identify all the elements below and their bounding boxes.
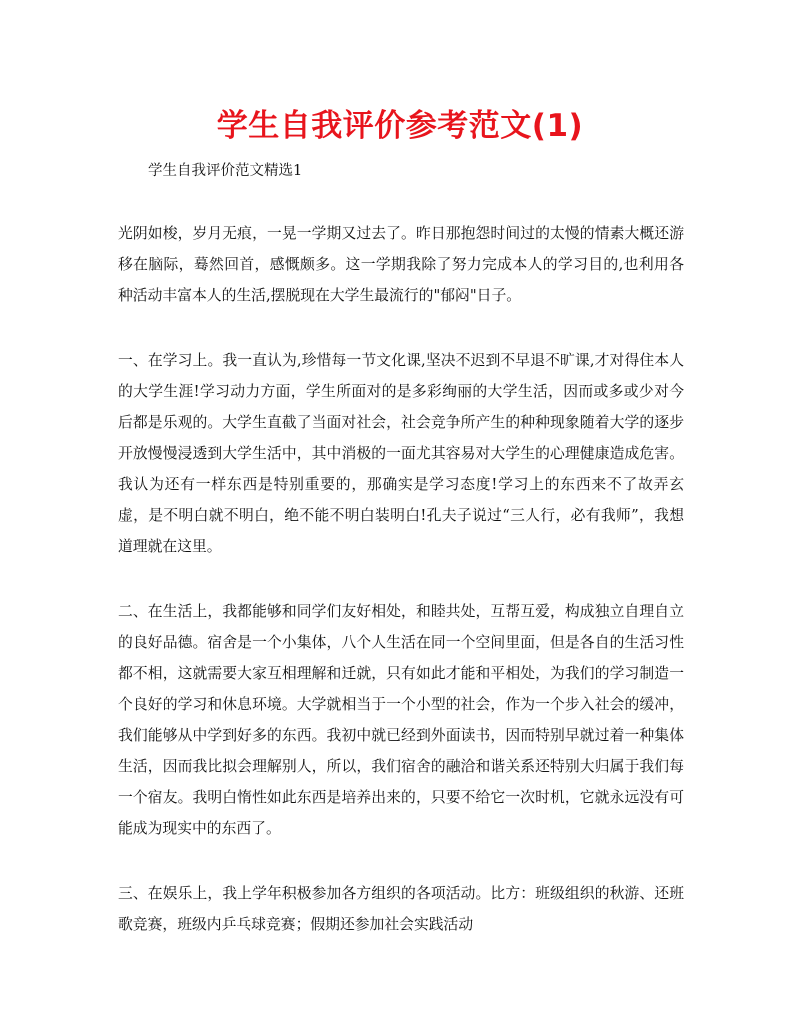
document-subtitle: 学生自我评价范文精选1 (148, 163, 303, 179)
document-title: 学生自我评价参考范文(1) (216, 108, 584, 144)
paragraph-intro: 光阴如梭，岁月无痕，一晃一学期又过去了。昨日那抱怨时间过的太慢的情素大概还游移在脑际，蓦然回首，感慨颇多。这一学期我除了努力完成本人的学习目的,也利用各种活动丰富本人的生活,摆脱现在大学生最流行的"郁闷"日子。 (118, 225, 684, 304)
paragraph-life: 二、在生活上，我都能够和同学们友好相处，和睦共处，互帮互爱，构成独立自理自立的良好品德。宿舍是一个小集体，八个人生活在同一个空间里面，但是各自的生活习性都不相，这就需要大家互相理解和迁就，只有如此才能和平相处，为我们的学习制造一个良好的学习和休息环境。大学就相当于一个小型的社会，作为一个步入社会的缓冲，我们能够从中学到好多的东西。我初中就已经到外面读书，因而特别早就过着一种集体生活，因而我比拟会理解别人，所以，我们宿舍的融洽和谐关系还特别大归属于我们每一个宿友。我明白惰性如此东西是培养出来的，只要不给它一次时机，它就永远没有可能成为现实中的东西了。 (118, 603, 684, 837)
document-body (118, 218, 684, 974)
paragraph-study: 一、在学习上。我一直认为,珍惜每一节文化课,坚决不迟到不早退不旷课,才对得住本人的大学生涯!学习动力方面，学生所面对的是多彩绚丽的大学生活，因而或多或少对今后都是乐观的。大学生直截了当面对社会，社会竞争所产生的种种现象随着大学的逐步开放慢慢浸透到大学生活中，其中消极的一面尤其容易对大学生的心理健康造成危害。我认为还有一样东西是特别重要的，那确实是学习态度!学习上的东西来不了故弄玄虚，是不明白就不明白，绝不能不明白装明白!孔夫子说过“三人行，必有我师”，我想道理就在这里。 (118, 352, 684, 555)
paragraph-entertainment: 三、在娱乐上，我上学年积极参加各方组织的各项活动。比方：班级组织的秋游、还班歌竞赛，班级内乒乓球竞赛；假期还参加社会实践活动 (118, 885, 684, 933)
